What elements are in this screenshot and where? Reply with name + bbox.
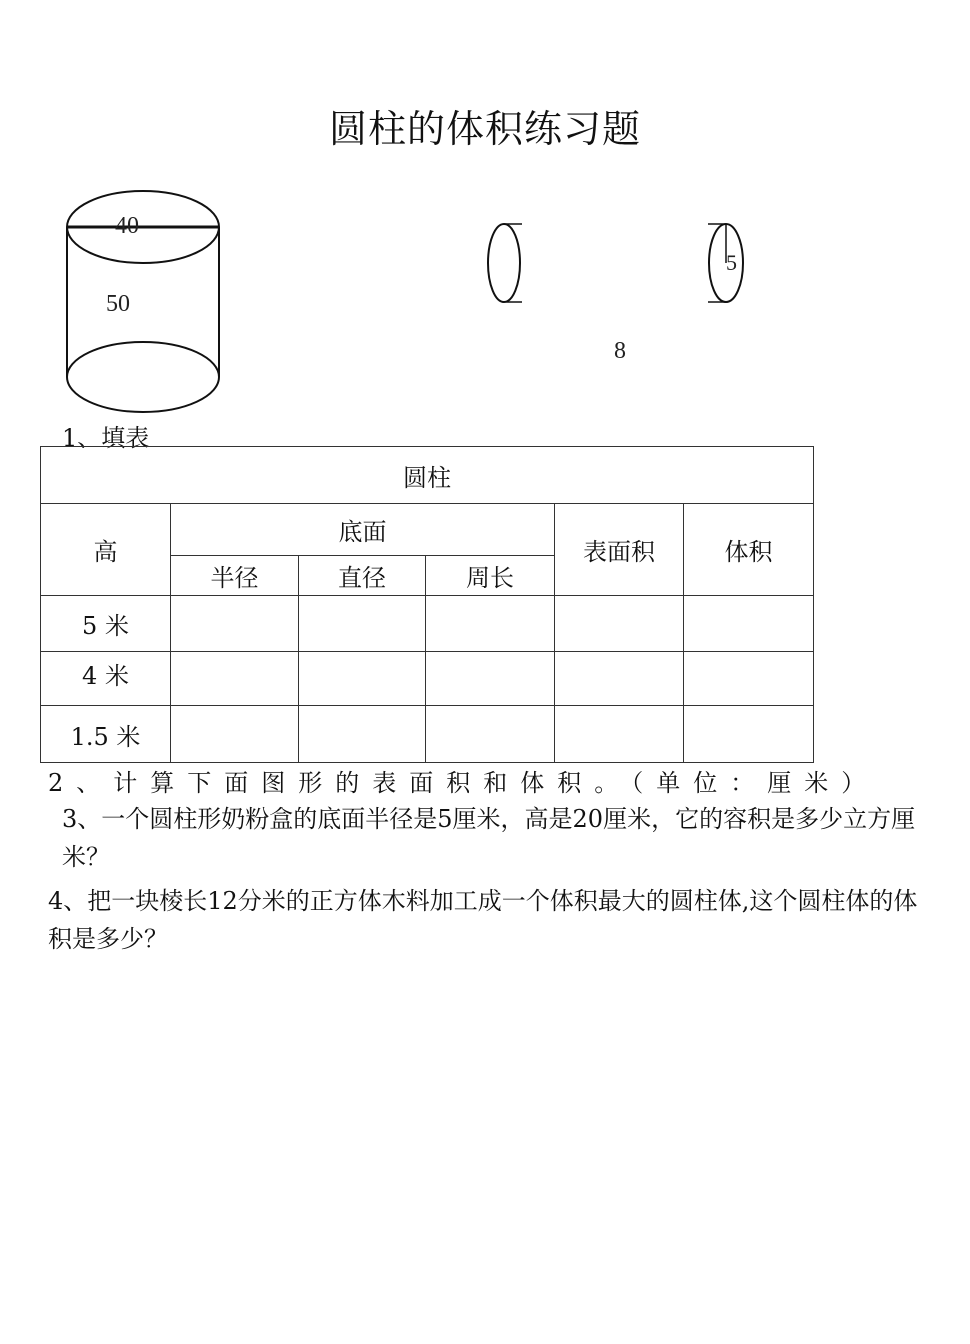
table-row bbox=[41, 596, 814, 652]
answer-cell[interactable] bbox=[299, 596, 426, 652]
answer-cell[interactable] bbox=[171, 596, 299, 652]
question-1-label: 1、填表 bbox=[62, 424, 150, 452]
table-header-diameter: 直径 bbox=[299, 556, 426, 596]
answer-cell[interactable] bbox=[555, 652, 684, 706]
fill-in-table bbox=[40, 446, 814, 763]
answer-cell[interactable] bbox=[684, 596, 814, 652]
answer-cell[interactable] bbox=[684, 706, 814, 763]
row-height-cell: 1.5 米 bbox=[41, 706, 171, 763]
cylinder-height-label: 50 bbox=[106, 291, 130, 317]
answer-cell[interactable] bbox=[555, 596, 684, 652]
answer-cell[interactable] bbox=[171, 706, 299, 763]
question-4: 4、把一块棱长12分米的正方体木料加工成一个体积最大的圆柱体,这个圆柱体的体积是多少？ bbox=[48, 887, 918, 953]
answer-cell[interactable] bbox=[555, 706, 684, 763]
cylinder-figure bbox=[55, 180, 235, 420]
answer-cell[interactable] bbox=[684, 652, 814, 706]
question-2: 2、计算下面图形的表面积和体积。（单位：厘米） bbox=[48, 769, 879, 797]
row-height-cell: 4 米 bbox=[41, 652, 171, 706]
question-3: 3、一个圆柱形奶粉盒的底面半径是5厘米，高是20厘米，它的容积是多少立方厘米？ bbox=[62, 805, 916, 871]
middle-ellipse-figure bbox=[478, 215, 538, 315]
table-header-base: 底面 bbox=[171, 504, 555, 556]
answer-cell[interactable] bbox=[299, 652, 426, 706]
table-header-cylinder: 圆柱 bbox=[41, 447, 814, 504]
table-header-height: 高 bbox=[41, 504, 171, 596]
table-header-volume: 体积 bbox=[684, 504, 814, 596]
bottom-label-figure bbox=[608, 332, 638, 364]
cylinder-bottom-ellipse bbox=[67, 342, 219, 412]
bottom-length-label: 8 bbox=[614, 338, 626, 364]
answer-cell[interactable] bbox=[299, 706, 426, 763]
table-header-circumference: 周长 bbox=[426, 556, 555, 596]
table-row bbox=[41, 706, 814, 763]
right-ellipse-figure bbox=[700, 215, 770, 315]
table-row bbox=[41, 652, 814, 706]
row-height-cell: 5 米 bbox=[41, 596, 171, 652]
answer-cell[interactable] bbox=[426, 652, 555, 706]
middle-ellipse bbox=[488, 224, 520, 302]
page-title: 圆柱的体积练习题 bbox=[328, 107, 641, 151]
right-radius-label: 5 bbox=[726, 250, 737, 275]
table-header-radius: 半径 bbox=[171, 556, 299, 596]
cylinder-diameter-label: 40 bbox=[115, 213, 139, 239]
table-header-surface-area: 表面积 bbox=[555, 504, 684, 596]
answer-cell[interactable] bbox=[426, 596, 555, 652]
answer-cell[interactable] bbox=[171, 652, 299, 706]
answer-cell[interactable] bbox=[426, 706, 555, 763]
